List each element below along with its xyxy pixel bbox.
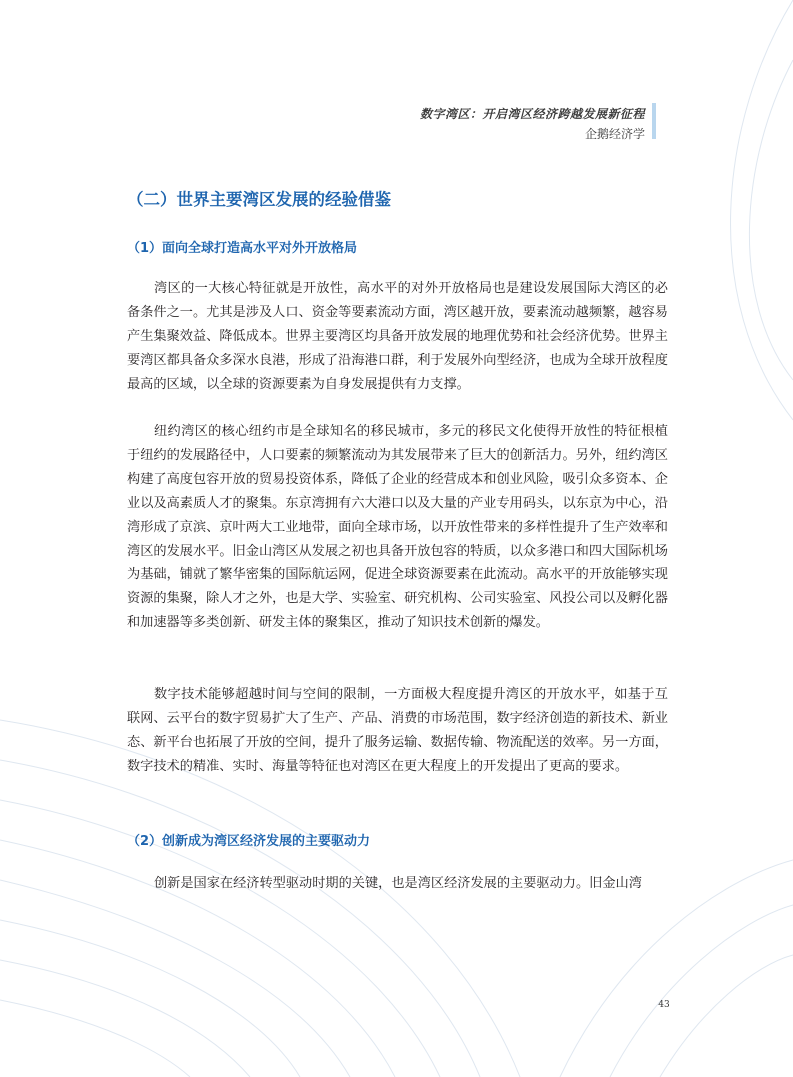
header-title: 数字湾区：开启湾区经济跨越发展新征程 [419,107,645,121]
body-paragraph-3: 数字技术能够超越时间与空间的限制，一方面极大程度提升湾区的开放水平，如基于互联网、云平台的数字贸易扩大了生产、产品、消费的市场范围，数字经济创造的新技术、新业态、新平台也拓展了开放的空间，提升了服务运输、数据传输、物流配送的效率。另一方面，数字技术的精准、实时、海量等特征也对湾区在更大程度上的开发提出了更高的要求。 [127,687,668,774]
section-title: （二）世界主要湾区发展的经验借鉴 [127,190,391,209]
running-header [420,105,645,142]
body-paragraph-1: 湾区的一大核心特征就是开放性，高水平的对外开放格局也是建设发展国际大湾区的必备条件之一。尤其是涉及人口、资金等要素流动方面，湾区越开放，要素流动越频繁，越容易产生集聚效益、降低成本。世界主要湾区均具备开放发展的地理优势和社会经济优势。世界主要湾区都具备众多深水良港，形成了沿海港口群，利于发展外向型经济，也成为全球开放程度最高的区域，以全球的资源要素为自身发展提供有力支撑。 [127,281,668,392]
header-subtitle: 企鹅经济学 [584,127,645,141]
body-paragraph-2: 纽约湾区的核心纽约市是全球知名的移民城市，多元的移民文化使得开放性的特征根植于纽约的发展路径中，人口要素的频繁流动为其发展带来了巨大的创新活力。另外，纽约湾区构建了高度包容开放的贸易投资体系，降低了企业的经营成本和创业风险，吸引众多资本、企业以及高素质人才的聚集。东京湾拥有六大港口以及大量的产业专用码头，以东京为中心，沿湾形成了京滨、京叶两大工业地带，面向全球市场，以开放性带来的多样性提升了生产效率和湾区的发展水平。旧金山湾区从发展之初也具备开放包容的特质，以众多港口和四大国际机场为基础，铺就了繁华密集的国际航运网，促进全球资源要素在此流动。高水平的开放能够实现资源的集聚，除人才之外，也是大学、实验室、研究机构、公司实验室、风投公司以及孵化器和加速器等多类创新、研发主体的聚集区，推动了知识技术创新的爆发。 [127,424,668,631]
page-number: 43 [658,1000,670,1010]
body-paragraph-4: 创新是国家在经济转型驱动时期的关键，也是湾区经济发展的主要驱动力。旧金山湾 [154,876,642,891]
header-accent-bar [652,103,656,139]
subsection-title-1: （1）面向全球打造高水平对外开放格局 [127,241,358,256]
subsection-title-2: （2）创新成为湾区经济发展的主要驱动力 [127,834,371,849]
